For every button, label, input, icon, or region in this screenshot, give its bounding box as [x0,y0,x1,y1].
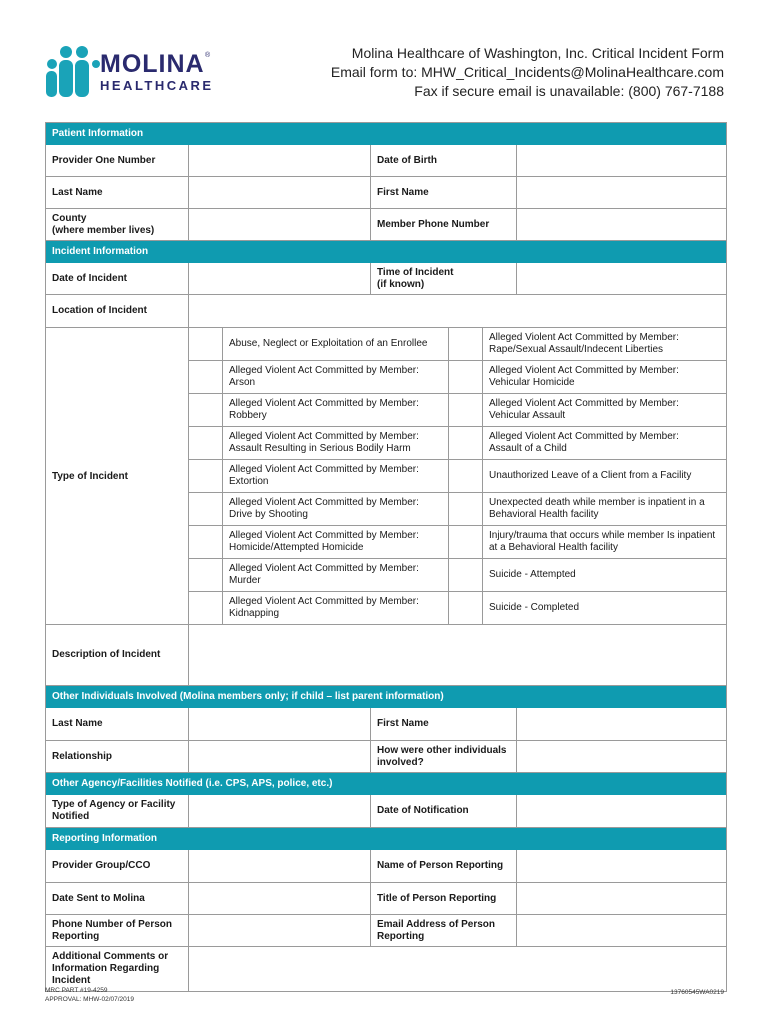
incident-type-text: Behavioral Health facility [489,509,599,520]
logo-wordmark: MOLINA [100,50,205,78]
time-of-incident-label [371,263,517,294]
comments-line3: Incident [52,975,91,986]
email-instruction: Email form to: MHW_Critical_Incidents@MolinaHealthcare.com [330,64,724,80]
incident-type-text: Arson [229,377,256,388]
agency-type-label [46,795,189,827]
last-name-field[interactable] [189,177,371,208]
county-label-line2: (where member lives) [52,224,155,236]
incident-type-text: Alleged Violent Act Committed by Member: [229,430,419,442]
name-of-reporter-field[interactable] [517,850,726,882]
other-last-name-field[interactable] [189,708,371,740]
incident-type-row [189,525,726,558]
agency-type-line2: Notified [52,811,90,822]
incident-type-checkbox[interactable] [189,460,223,492]
incident-type-option [223,361,449,393]
incident-type-checkbox[interactable] [189,493,223,525]
incident-type-text: Vehicular Homicide [489,377,575,388]
incident-type-checkbox[interactable] [449,493,483,525]
incident-type-option [483,526,726,558]
incident-type-option [223,592,449,624]
incident-type-row [189,393,726,426]
incident-type-text: Rape/Sexual Assault/Indecent Liberties [489,344,663,355]
incident-type-option [483,592,726,624]
other-first-name-field[interactable] [517,708,726,740]
first-name-label: First Name [371,177,517,208]
incident-type-checkbox[interactable] [449,427,483,459]
incident-type-text: Murder [229,575,261,586]
incident-type-checkbox[interactable] [449,460,483,492]
date-of-notification-label: Date of Notification [371,795,517,827]
incident-type-text: Alleged Violent Act Committed by Member: [489,364,679,376]
incident-type-option [223,559,449,591]
reporter-phone-line1: Phone Number of Person [52,918,173,930]
location-of-incident-label: Location of Incident [46,295,189,327]
title-of-reporter-field[interactable] [517,883,726,914]
comments-line2: Information Regarding [52,963,160,974]
incident-type-text: Alleged Violent Act Committed by Member: [489,331,679,343]
how-involved-line1: How were other individuals [377,744,507,756]
provider-one-number-field[interactable] [189,145,371,176]
incident-type-row [189,360,726,393]
type-of-incident-label: Type of Incident [46,328,189,624]
date-of-incident-field[interactable] [189,263,371,294]
type-of-incident-block [46,327,726,624]
additional-comments-label [46,947,189,991]
incident-type-checkbox[interactable] [189,526,223,558]
incident-type-option [223,526,449,558]
provider-group-field[interactable] [189,850,371,882]
incident-type-row [189,328,726,360]
incident-type-checkbox[interactable] [449,328,483,360]
member-phone-label: Member Phone Number [371,209,517,240]
incident-type-checkbox[interactable] [189,427,223,459]
incident-type-text: Alleged Violent Act Committed by Member: [489,397,679,409]
incident-type-checkbox[interactable] [189,328,223,360]
date-of-birth-field[interactable] [517,145,726,176]
incident-type-text: Injury/trauma that occurs while member Is inpatient [489,529,716,541]
reporter-email-line2: Reporting [377,930,425,942]
incident-type-row [189,492,726,525]
logo-subtitle: HEALTHCARE [100,78,214,93]
incident-type-text: Alleged Violent Act Committed by Member: [489,430,679,442]
incident-type-checkbox[interactable] [449,394,483,426]
incident-type-text: Alleged Violent Act Committed by Member: [229,529,419,541]
incident-type-option [483,460,726,492]
incident-type-row [189,426,726,459]
incident-type-option [223,460,449,492]
footer-part-number [45,986,134,1004]
footer-part: MRC PART #19-4259 [45,987,108,994]
incident-type-text: Homicide/Attempted Homicide [229,542,364,553]
incident-type-checkbox[interactable] [189,592,223,624]
incident-type-text: Extortion [229,476,269,487]
how-involved-label [371,741,517,772]
incident-type-row [189,558,726,591]
provider-group-label: Provider Group/CCO [46,850,189,882]
county-label-line1: County [52,212,87,224]
description-field[interactable] [189,625,726,685]
incident-type-text: Unauthorized Leave of a Client from a Facility [489,469,692,481]
additional-comments-field[interactable] [189,947,726,991]
name-of-reporter-label: Name of Person Reporting [371,850,517,882]
section-incident-information: Incident Information [46,240,726,263]
how-involved-line2: involved? [377,756,424,768]
incident-type-checkbox[interactable] [449,526,483,558]
incident-type-checkbox[interactable] [189,394,223,426]
incident-type-row [189,459,726,492]
incident-type-text: Suicide - Attempted [489,568,576,580]
location-of-incident-field[interactable] [189,295,726,327]
incident-type-option [223,493,449,525]
incident-type-text: Vehicular Assault [489,410,566,421]
relationship-label: Relationship [46,741,189,772]
incident-type-option [223,394,449,426]
date-of-notification-field[interactable] [517,795,726,827]
section-agency-notified: Other Agency/Facilities Notified (i.e. CPS, APS, police, etc.) [46,772,726,795]
relationship-field[interactable] [189,741,371,772]
provider-one-number-label: Provider One Number [46,145,189,176]
incident-type-option [483,559,726,591]
reporter-phone-field[interactable] [189,915,371,946]
people-icon [44,44,100,99]
reporter-phone-label [46,915,189,946]
incident-type-checkbox[interactable] [189,559,223,591]
last-name-label: Last Name [46,177,189,208]
incident-type-text: Assault of a Child [489,443,567,454]
reporter-email-line1: Email Address of Person [377,918,495,930]
agency-type-field[interactable] [189,795,371,827]
other-last-name-label: Last Name [46,708,189,740]
time-label-line2: (if known) [377,278,425,290]
incident-type-option [483,394,726,426]
reporter-email-field[interactable] [517,915,726,946]
time-label-line1: Time of Incident [377,266,454,278]
comments-line1: Additional Comments or [52,951,169,962]
incident-type-text: Alleged Violent Act Committed by Member: [229,463,419,475]
section-reporting-information: Reporting Information [46,827,726,850]
agency-type-line1: Type of Agency or Facility [52,799,176,810]
incident-type-option [483,493,726,525]
incident-type-text: Assault Resulting in Serious Bodily Harm [229,443,411,454]
incident-type-checkbox[interactable] [449,361,483,393]
incident-type-text: Abuse, Neglect or Exploitation of an Enrollee [229,337,428,349]
county-field[interactable] [189,209,371,240]
first-name-field[interactable] [517,177,726,208]
incident-type-text: Alleged Violent Act Committed by Member: [229,397,419,409]
section-patient-information: Patient Information [46,123,726,145]
incident-type-text: Alleged Violent Act Committed by Member: [229,562,419,574]
incident-type-text: Kidnapping [229,608,280,619]
incident-type-option [483,427,726,459]
incident-type-text: Alleged Violent Act Committed by Member: [229,595,419,607]
incident-type-text: Suicide - Completed [489,601,580,613]
critical-incident-form [45,122,727,992]
incident-type-text: at a Behavioral Health facility [489,542,618,553]
form-title: Molina Healthcare of Washington, Inc. Critical Incident Form [351,45,724,61]
incident-type-text: Alleged Violent Act Committed by Member: [229,364,419,376]
date-sent-field[interactable] [189,883,371,914]
county-label [46,209,189,240]
description-label: Description of Incident [46,625,189,685]
registered-mark: ® [205,52,211,59]
section-other-individuals: Other Individuals Involved (Molina members only; if child – list parent information) [46,685,726,708]
incident-type-row [189,591,726,624]
incident-type-checkbox[interactable] [189,361,223,393]
incident-type-text: Alleged Violent Act Committed by Member: [229,496,419,508]
footer-approval: APPROVAL: MHW-02/07/2019 [45,996,134,1003]
other-first-name-label: First Name [371,708,517,740]
how-involved-field[interactable] [517,741,726,772]
member-phone-field[interactable] [517,209,726,240]
reporter-email-label [371,915,517,946]
incident-type-option [223,328,449,360]
date-sent-label: Date Sent to Molina [46,883,189,914]
date-of-birth-label: Date of Birth [371,145,517,176]
incident-type-option [483,361,726,393]
incident-type-option [223,427,449,459]
form-header [331,44,724,101]
incident-type-text: Drive by Shooting [229,509,308,520]
incident-type-option [483,328,726,360]
incident-type-checkbox[interactable] [449,592,483,624]
incident-type-grid [189,328,726,624]
incident-type-checkbox[interactable] [449,559,483,591]
footer-form-code: 13760545WA0219 [670,989,724,996]
time-of-incident-field[interactable] [517,263,726,294]
incident-type-text: Robbery [229,410,267,421]
fax-instruction: Fax if secure email is unavailable: (800) 767-7188 [414,83,724,99]
reporter-phone-line2: Reporting [52,930,100,942]
incident-type-text: Unexpected death while member is inpatient in a [489,496,705,508]
molina-logo [44,44,214,99]
title-of-reporter-label: Title of Person Reporting [371,883,517,914]
date-of-incident-label: Date of Incident [46,263,189,294]
